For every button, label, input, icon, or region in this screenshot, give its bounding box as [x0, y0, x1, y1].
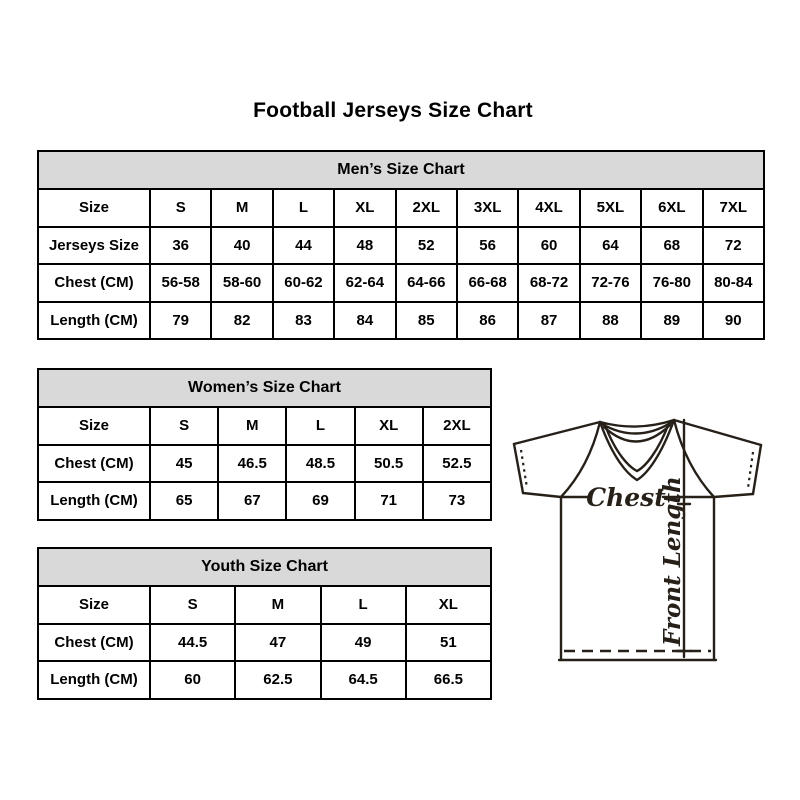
table-cell: 76-80 — [641, 264, 702, 302]
row-label: Length (CM) — [38, 302, 150, 340]
table-cell: 2XL — [396, 189, 457, 227]
table-header-row — [38, 369, 491, 407]
table-cell: 89 — [641, 302, 702, 340]
table-cell: 64-66 — [396, 264, 457, 302]
table-cell: XL — [355, 407, 423, 445]
table-cell: 82 — [211, 302, 272, 340]
table-cell: 7XL — [703, 189, 764, 227]
table-header-row — [38, 548, 491, 586]
table-cell: 49 — [321, 624, 406, 662]
table-cell: 85 — [396, 302, 457, 340]
table-cell: S — [150, 407, 218, 445]
table-body — [38, 586, 491, 699]
table-cell: 60 — [150, 661, 235, 699]
table-cell: 60 — [518, 227, 579, 265]
table-cell: 56-58 — [150, 264, 211, 302]
table-cell: 4XL — [518, 189, 579, 227]
row-label: Chest (CM) — [38, 624, 150, 662]
table-cell: L — [273, 189, 334, 227]
mens-size-table — [37, 150, 765, 340]
row-label: Size — [38, 189, 150, 227]
table-row — [38, 586, 491, 624]
table-cell: 87 — [518, 302, 579, 340]
right-cuff-dashed-seam — [748, 452, 753, 488]
youth-size-table — [37, 547, 492, 700]
table-cell: 50.5 — [355, 445, 423, 483]
table-cell: 60-62 — [273, 264, 334, 302]
table-cell: 73 — [423, 482, 491, 520]
table-cell: 66-68 — [457, 264, 518, 302]
left-shoulder-line — [514, 422, 600, 444]
table-cell: 79 — [150, 302, 211, 340]
table-title: Men’s Size Chart — [38, 151, 764, 189]
row-label: Chest (CM) — [38, 264, 150, 302]
table-row — [38, 624, 491, 662]
chest-label: Chest — [586, 483, 666, 512]
table-cell: XL — [406, 586, 491, 624]
table-cell: 3XL — [457, 189, 518, 227]
row-label: Chest (CM) — [38, 445, 150, 483]
table-cell: 46.5 — [218, 445, 286, 483]
table-cell: M — [211, 189, 272, 227]
table-cell: 65 — [150, 482, 218, 520]
table-cell: 52.5 — [423, 445, 491, 483]
table-cell: 47 — [235, 624, 320, 662]
collar-rim-arc — [600, 420, 674, 427]
row-label: Length (CM) — [38, 661, 150, 699]
table-cell: 40 — [211, 227, 272, 265]
table-cell: 48.5 — [286, 445, 354, 483]
table-cell: 58-60 — [211, 264, 272, 302]
table-cell: 80-84 — [703, 264, 764, 302]
table-cell: 67 — [218, 482, 286, 520]
table-body — [38, 189, 764, 339]
right-cuff-line — [753, 445, 761, 494]
table-cell: 62-64 — [334, 264, 395, 302]
table-cell: 90 — [703, 302, 764, 340]
table-cell: 83 — [273, 302, 334, 340]
table-cell: 44.5 — [150, 624, 235, 662]
row-label: Length (CM) — [38, 482, 150, 520]
table-cell: M — [235, 586, 320, 624]
table-cell: 88 — [580, 302, 641, 340]
collar — [600, 420, 674, 480]
table-title: Women’s Size Chart — [38, 369, 491, 407]
left-sleeve-bottom — [523, 493, 561, 497]
table-cell: 64 — [580, 227, 641, 265]
table-cell: 5XL — [580, 189, 641, 227]
table-cell: 72 — [703, 227, 764, 265]
table-row — [38, 661, 491, 699]
table-cell: S — [150, 189, 211, 227]
table-cell: 64.5 — [321, 661, 406, 699]
measurement-lines — [562, 420, 713, 657]
row-label: Size — [38, 586, 150, 624]
table-header-row — [38, 151, 764, 189]
table-cell: 86 — [457, 302, 518, 340]
table-cell: 62.5 — [235, 661, 320, 699]
table-cell: XL — [334, 189, 395, 227]
table-cell: 84 — [334, 302, 395, 340]
table-cell: 48 — [334, 227, 395, 265]
table-row — [38, 227, 764, 265]
table-cell: 71 — [355, 482, 423, 520]
right-shoulder-line — [674, 420, 761, 445]
row-label: Size — [38, 407, 150, 445]
front-length-label: Front Length — [659, 476, 686, 646]
table-cell: 69 — [286, 482, 354, 520]
table-cell: 52 — [396, 227, 457, 265]
table-cell: 56 — [457, 227, 518, 265]
table-row — [38, 264, 764, 302]
table-cell: 44 — [273, 227, 334, 265]
table-cell: L — [286, 407, 354, 445]
jersey-diagram — [495, 398, 775, 678]
table-cell: L — [321, 586, 406, 624]
jersey-outline — [514, 420, 761, 660]
table-cell: S — [150, 586, 235, 624]
womens-size-table — [37, 368, 492, 521]
table-row — [38, 482, 491, 520]
table-row — [38, 407, 491, 445]
row-label: Jerseys Size — [38, 227, 150, 265]
table-title: Youth Size Chart — [38, 548, 491, 586]
table-row — [38, 189, 764, 227]
table-cell: M — [218, 407, 286, 445]
table-body — [38, 407, 491, 520]
table-cell: 36 — [150, 227, 211, 265]
table-cell: 45 — [150, 445, 218, 483]
table-cell: 6XL — [641, 189, 702, 227]
table-row — [38, 445, 491, 483]
table-cell: 51 — [406, 624, 491, 662]
table-cell: 2XL — [423, 407, 491, 445]
right-sleeve-bottom — [714, 494, 753, 497]
table-row — [38, 302, 764, 340]
page-title: Football Jerseys Size Chart — [253, 99, 533, 122]
table-cell: 68-72 — [518, 264, 579, 302]
table-cell: 66.5 — [406, 661, 491, 699]
table-cell: 72-76 — [580, 264, 641, 302]
table-cell: 68 — [641, 227, 702, 265]
